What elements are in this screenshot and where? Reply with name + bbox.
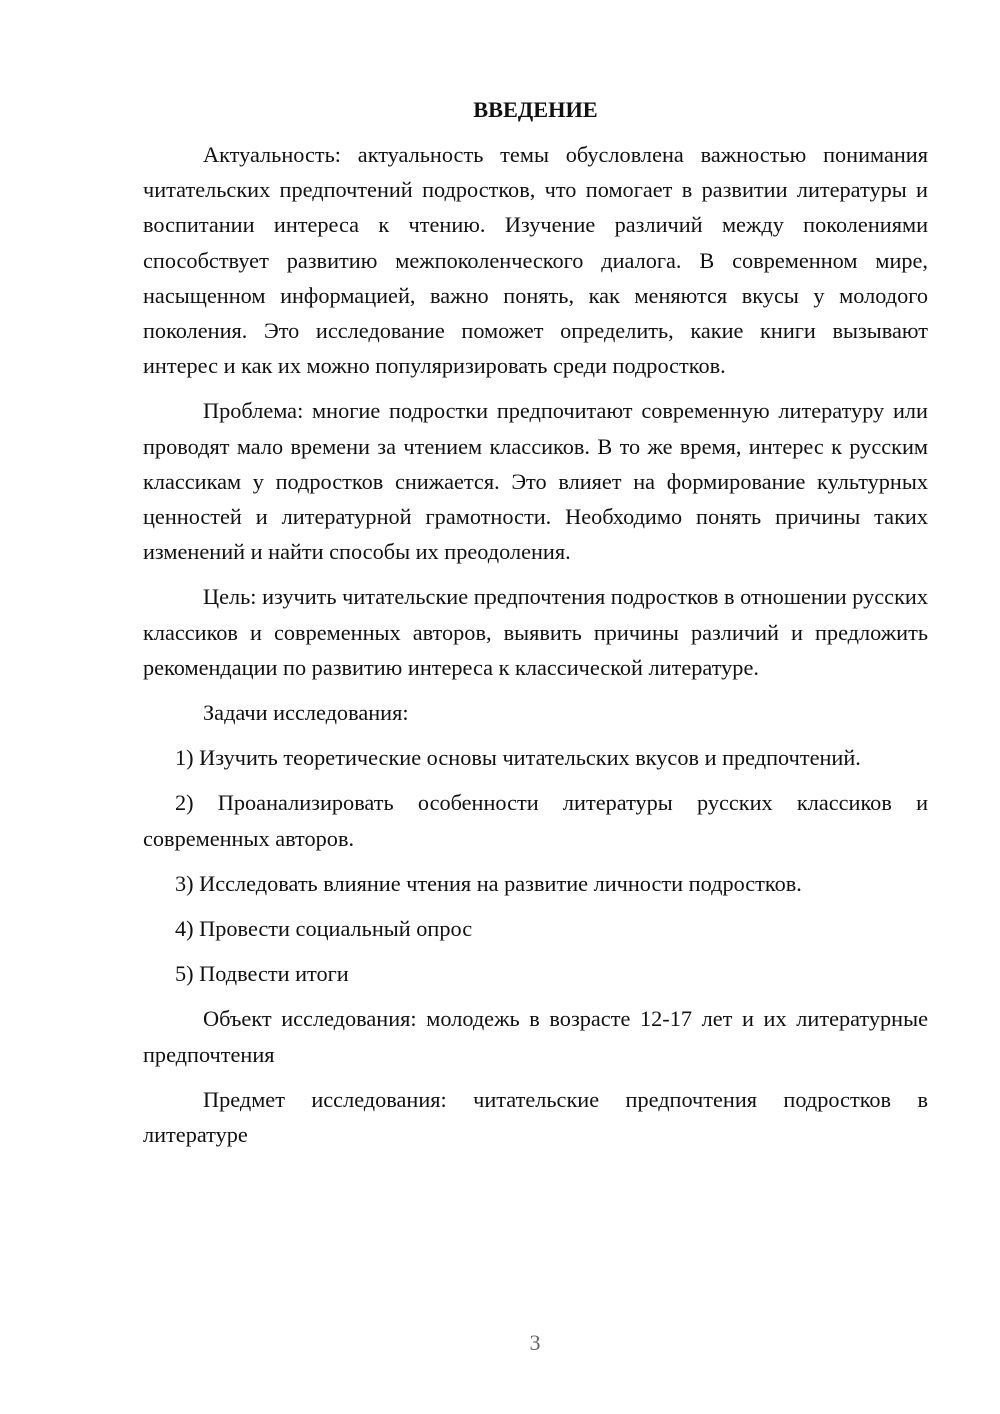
task-item: 4) Провести социальный опрос	[175, 916, 473, 942]
document-page	[143, 92, 928, 1162]
paragraph-object: Объект исследования: молодежь в возрасте 12-17 лет и их литературные предпочтения	[143, 1006, 928, 1067]
task-item: 3) Исследовать влияние чтения на развитие личности подростков.	[175, 870, 802, 896]
tasks-heading: Задачи исследования:	[203, 700, 409, 726]
task-item: 5) Подвести итоги	[175, 961, 349, 987]
paragraph-subject: Предмет исследования: читательские предпочтения подростков в литературе	[143, 1086, 928, 1148]
page-number: 3	[529, 1330, 541, 1355]
paragraph-goal: Цель: изучить читательские предпочтения подростков в отношении русских классиков и современных авторов, выявить причины различий и предложить рекомендации по развитию интереса к классической литературе.	[143, 584, 928, 680]
task-item: 2) Проанализировать особенности литературы русских классиков и современных авторов.	[143, 790, 928, 851]
paragraph-problem: Проблема: многие подростки предпочитают современную литературу или проводят мало времени за чтением классиков. В то же время, интерес к русским классикам у подростков снижается. Это влияет на формирование культурных ценностей и литературной грамотности. Необходимо понять причины таких изменений и найти способы их преодоления.	[143, 398, 928, 565]
paragraph-relevance: Актуальность: актуальность темы обусловлена важностью понимания читательских предпочтений подростков, что помогает в развитии литературы и воспитании интереса к чтению. Изучение различий между поколениями способствует развитию межпоколенческого диалога. В современном мире, насыщенном информацией, важно понять, как меняются вкусы у молодого поколения. Это исследование поможет определить, какие книги вызывают интерес и как их можно популяризировать среди подростков.	[143, 142, 928, 379]
task-item: 1) Изучить теоретические основы читательских вкусов и предпочтений.	[175, 745, 861, 771]
section-title: ВВЕДЕНИЕ	[473, 97, 598, 122]
